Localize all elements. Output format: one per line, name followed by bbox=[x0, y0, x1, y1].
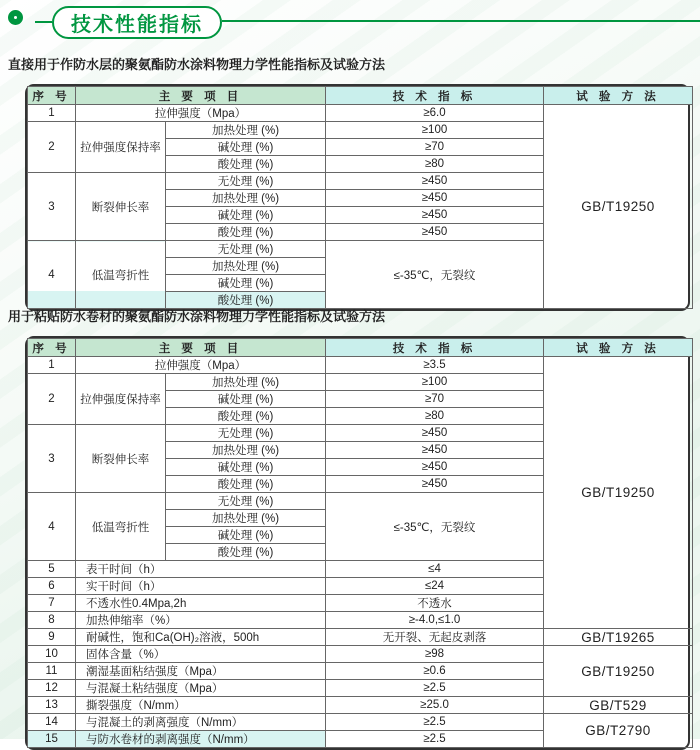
col-header-item: 主 要 项 目 bbox=[76, 339, 326, 357]
header-rule-line bbox=[222, 20, 700, 22]
spec-table-1 bbox=[25, 84, 690, 311]
cell-no: 8 bbox=[28, 612, 76, 629]
table-row bbox=[28, 357, 693, 374]
cell-no: 12 bbox=[28, 680, 76, 697]
cell-subitem: 无处理 (%) bbox=[166, 425, 326, 442]
cell-value: ≤-35℃，无裂纹 bbox=[326, 241, 544, 309]
cell-value: ≥450 bbox=[326, 224, 544, 241]
col-header-method: 试 验 方 法 bbox=[544, 87, 693, 105]
cell-item: 拉伸强度（Mpa） bbox=[76, 357, 326, 374]
cell-subitem: 酸处理 (%) bbox=[166, 224, 326, 241]
cell-subitem: 碱处理 (%) bbox=[166, 391, 326, 408]
cell-value: ≥100 bbox=[326, 122, 544, 139]
cell-value: ≥3.5 bbox=[326, 357, 544, 374]
cell-value: ≥80 bbox=[326, 408, 544, 425]
cell-value: ≥98 bbox=[326, 646, 544, 663]
cell-item: 断裂伸长率 bbox=[76, 173, 166, 241]
cell-no: 1 bbox=[28, 105, 76, 122]
cell-value: ≥450 bbox=[326, 207, 544, 224]
cell-no: 14 bbox=[28, 714, 76, 731]
cell-subitem: 加热处理 (%) bbox=[166, 122, 326, 139]
cell-method: GB/T2790 bbox=[544, 714, 693, 748]
cell-subitem: 无处理 (%) bbox=[166, 493, 326, 510]
cell-item: 不透水性0.4Mpa,2h bbox=[76, 595, 326, 612]
cell-subitem: 酸处理 (%) bbox=[166, 476, 326, 493]
cell-subitem: 加热处理 (%) bbox=[166, 442, 326, 459]
spec-table-2 bbox=[25, 336, 690, 750]
cell-value: ≥70 bbox=[326, 139, 544, 156]
cell-subitem: 加热处理 (%) bbox=[166, 374, 326, 391]
cell-subitem: 加热处理 (%) bbox=[166, 190, 326, 207]
cell-value: ≥0.6 bbox=[326, 663, 544, 680]
cell-subitem: 无处理 (%) bbox=[166, 241, 326, 258]
cell-item: 表干时间（h） bbox=[76, 561, 326, 578]
cell-method: GB/T19250 bbox=[544, 646, 693, 697]
cell-no: 3 bbox=[28, 173, 76, 241]
cell-value: ≥450 bbox=[326, 425, 544, 442]
cell-subitem: 碱处理 (%) bbox=[166, 527, 326, 544]
cell-item: 拉伸强度（Mpa） bbox=[76, 105, 326, 122]
cell-subitem: 无处理 (%) bbox=[166, 173, 326, 190]
table-row bbox=[28, 697, 693, 714]
cell-value: ≥450 bbox=[326, 190, 544, 207]
cell-value: ≥70 bbox=[326, 391, 544, 408]
section-2-title: 用于粘贴防水卷材的聚氨酯防水涂料物理力学性能指标及试验方法 bbox=[8, 309, 386, 324]
cell-method: GB/T19250 bbox=[544, 357, 693, 629]
cell-method: GB/T19265 bbox=[544, 629, 693, 646]
table-row bbox=[28, 714, 693, 731]
header-pill bbox=[52, 6, 222, 39]
cell-no: 5 bbox=[28, 561, 76, 578]
table-row bbox=[28, 646, 693, 663]
col-header-no: 序 号 bbox=[28, 339, 76, 357]
cell-value: ≥450 bbox=[326, 476, 544, 493]
cell-no: 9 bbox=[28, 629, 76, 646]
cell-value: ≤24 bbox=[326, 578, 544, 595]
cell-value: 不透水 bbox=[326, 595, 544, 612]
cell-no: 1 bbox=[28, 357, 76, 374]
table-header-row bbox=[28, 87, 693, 105]
cell-value: 无开裂、无起皮剥落 bbox=[326, 629, 544, 646]
table-header-row bbox=[28, 339, 693, 357]
cell-value: ≥25.0 bbox=[326, 697, 544, 714]
cell-value: ≤4 bbox=[326, 561, 544, 578]
cell-subitem: 碱处理 (%) bbox=[166, 275, 326, 292]
cell-value: ≥2.5 bbox=[326, 680, 544, 697]
cell-value: ≥-4.0,≤1.0 bbox=[326, 612, 544, 629]
cell-item: 实干时间（h） bbox=[76, 578, 326, 595]
cell-item: 加热伸缩率（%） bbox=[76, 612, 326, 629]
cell-subitem: 碱处理 (%) bbox=[166, 207, 326, 224]
table-row bbox=[28, 105, 693, 122]
cell-no: 2 bbox=[28, 374, 76, 425]
connector-line bbox=[35, 21, 52, 23]
col-header-indicator: 技 术 指 标 bbox=[326, 87, 544, 105]
cell-item: 拉伸强度保持率 bbox=[76, 374, 166, 425]
cell-method: GB/T19250 bbox=[544, 105, 693, 309]
cell-value: ≤-35℃，无裂纹 bbox=[326, 493, 544, 561]
cell-no: 6 bbox=[28, 578, 76, 595]
cell-item: 耐碱性，饱和Ca(OH)₂溶液，500h bbox=[76, 629, 326, 646]
cell-value: ≥450 bbox=[326, 442, 544, 459]
cell-no: 13 bbox=[28, 697, 76, 714]
cell-no: 3 bbox=[28, 425, 76, 493]
cell-value: ≥2.5 bbox=[326, 714, 544, 731]
cell-value: ≥6.0 bbox=[326, 105, 544, 122]
cell-subitem: 碱处理 (%) bbox=[166, 459, 326, 476]
section-1-title: 直接用于作防水层的聚氨酯防水涂料物理力学性能指标及试验方法 bbox=[8, 57, 386, 72]
cell-item: 低温弯折性 bbox=[76, 493, 166, 561]
cell-no: 7 bbox=[28, 595, 76, 612]
cell-item: 断裂伸长率 bbox=[76, 425, 166, 493]
cell-no: 11 bbox=[28, 663, 76, 680]
cell-item: 潮湿基面粘结强度（Mpa） bbox=[76, 663, 326, 680]
col-header-method: 试 验 方 法 bbox=[544, 339, 693, 357]
cell-item: 固体含量（%） bbox=[76, 646, 326, 663]
cell-no: 4 bbox=[28, 241, 76, 309]
col-header-indicator: 技 术 指 标 bbox=[326, 339, 544, 357]
cell-method: GB/T529 bbox=[544, 697, 693, 714]
cell-subitem: 加热处理 (%) bbox=[166, 258, 326, 275]
cell-item: 与防水卷材的剥离强度（N/mm） bbox=[76, 731, 326, 748]
cell-item: 低温弯折性 bbox=[76, 241, 166, 309]
cell-value: ≥100 bbox=[326, 374, 544, 391]
cell-item: 与混凝土的剥离强度（N/mm） bbox=[76, 714, 326, 731]
cell-value: ≥450 bbox=[326, 459, 544, 476]
page-title: 技术性能指标 bbox=[71, 14, 203, 36]
cell-subitem: 酸处理 (%) bbox=[166, 544, 326, 561]
cell-item: 拉伸强度保持率 bbox=[76, 122, 166, 173]
col-header-no: 序 号 bbox=[28, 87, 76, 105]
table-row bbox=[28, 629, 693, 646]
cell-value: ≥80 bbox=[326, 156, 544, 173]
bullet-ring-icon bbox=[8, 10, 23, 25]
cell-value: ≥2.5 bbox=[326, 731, 544, 748]
cell-value: ≥450 bbox=[326, 173, 544, 190]
cell-no: 2 bbox=[28, 122, 76, 173]
cell-subitem: 酸处理 (%) bbox=[166, 292, 326, 309]
col-header-item: 主 要 项 目 bbox=[76, 87, 326, 105]
cell-subitem: 碱处理 (%) bbox=[166, 139, 326, 156]
cell-subitem: 酸处理 (%) bbox=[166, 156, 326, 173]
cell-no: 4 bbox=[28, 493, 76, 561]
cell-subitem: 加热处理 (%) bbox=[166, 510, 326, 527]
cell-item: 与混凝土粘结强度（Mpa） bbox=[76, 680, 326, 697]
cell-subitem: 酸处理 (%) bbox=[166, 408, 326, 425]
section-header bbox=[0, 0, 700, 48]
cell-item: 撕裂强度（N/mm） bbox=[76, 697, 326, 714]
cell-no: 10 bbox=[28, 646, 76, 663]
cell-no: 15 bbox=[28, 731, 76, 748]
